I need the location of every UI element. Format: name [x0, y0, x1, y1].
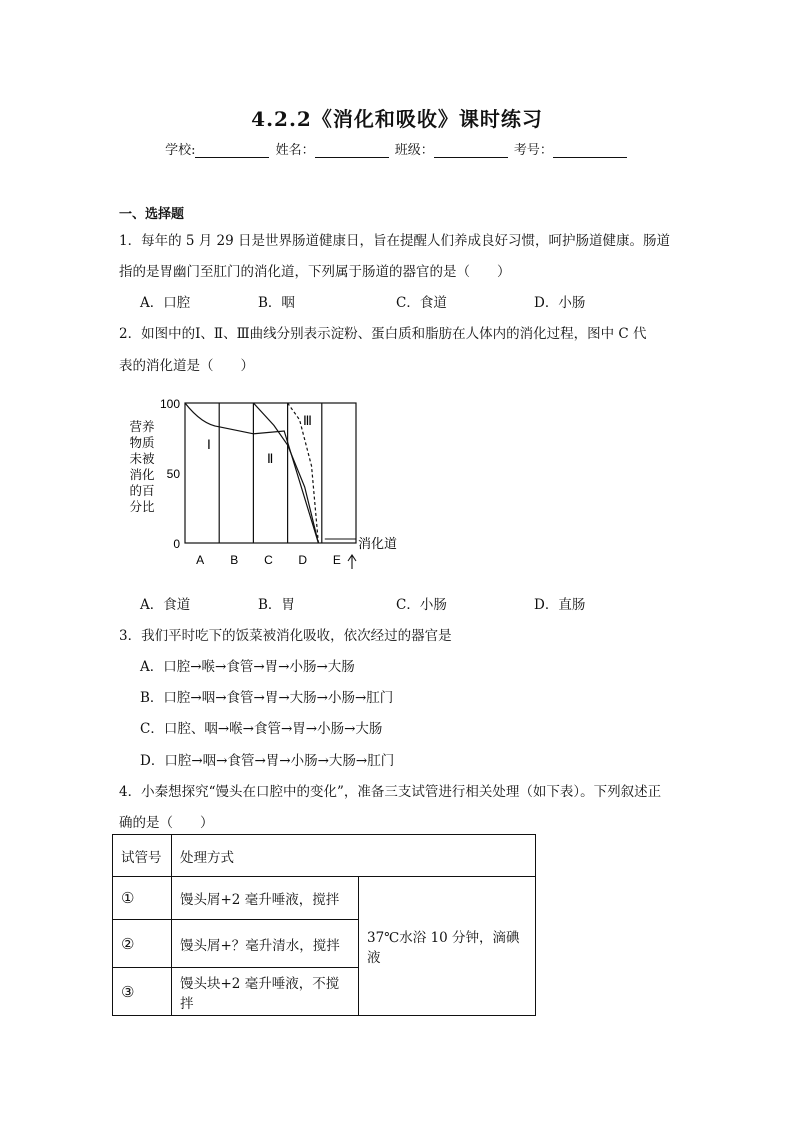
q3-option-c: C．口腔、咽→喉→食管→胃→小肠→大肠 — [140, 721, 383, 737]
chart-ylabel — [129, 419, 155, 514]
q2-option-a: A．食道 — [140, 597, 191, 613]
y-tick-label: 100 — [159, 397, 180, 411]
school-blank[interactable] — [195, 144, 269, 158]
q2-line2: 表的消化道是（ ） — [119, 358, 254, 374]
q2-option-b: B．胃 — [258, 597, 295, 613]
q2-option-d: D．直肠 — [534, 597, 586, 613]
tube-treatment: 馒头屑+2 毫升唾液，搅拌 — [172, 877, 359, 920]
q1-option-b: B．咽 — [258, 295, 295, 311]
x-tick-label: B — [230, 553, 239, 567]
arrow-up-icon — [348, 555, 356, 569]
exam-number-label: 考号： — [513, 143, 553, 158]
y-label-line: 营养 — [129, 420, 155, 434]
series-label-3: Ⅲ — [303, 413, 312, 428]
experiment-table — [112, 834, 536, 1016]
tube-id: ① — [113, 877, 172, 920]
student-info-line — [0, 139, 794, 158]
x-tick-label: D — [298, 553, 308, 567]
digestion-chart — [126, 393, 416, 575]
q3-option-a: A．口腔→喉→食管→胃→小肠→大肠 — [140, 659, 355, 675]
q3-option-d: D．口腔→咽→食管→胃→小肠→大肠→肛门 — [140, 753, 395, 769]
y-label-line: 的百 — [129, 484, 155, 498]
q1-option-a: A．口腔 — [140, 295, 191, 311]
q1-option-c: C．食道 — [396, 295, 447, 311]
name-blank[interactable] — [315, 144, 389, 158]
chart-yticks — [160, 397, 180, 551]
x-tick-label: E — [332, 553, 341, 567]
q2-option-c: C．小肠 — [396, 597, 447, 613]
series-label-1: Ⅰ — [207, 437, 211, 452]
page-title: 4.2.2《消化和吸收》课时练习 — [251, 107, 543, 131]
chart-xticks — [196, 553, 341, 567]
y-tick-label: 50 — [166, 467, 180, 481]
chart-xlabel: 消化道 — [358, 536, 398, 551]
q3-line1: 3．我们平时吃下的饭菜被消化吸收，依次经过的器官是 — [119, 628, 452, 644]
x-tick-label: C — [264, 553, 273, 567]
y-tick-label: 0 — [173, 537, 180, 551]
q1-option-d: D．小肠 — [534, 295, 586, 311]
class-label: 班级： — [394, 143, 434, 158]
x-tick-label: A — [196, 553, 205, 567]
table-row — [113, 877, 536, 920]
class-blank[interactable] — [434, 144, 508, 158]
q3-option-b: B．口腔→咽→食管→胃→大肠→小肠→肛门 — [140, 690, 394, 706]
y-label-line: 消化 — [129, 468, 155, 482]
header-tube-number: 试管号 — [113, 835, 172, 877]
y-label-line: 未被 — [129, 452, 155, 466]
q4-line1: 4．小秦想探究“馒头在口腔中的变化”，准备三支试管进行相关处理（如下表）。下列叙述正 — [119, 784, 662, 800]
q2-line1: 2．如图中的Ⅰ、Ⅱ、Ⅲ曲线分别表示淀粉、蛋白质和脂肪在人体内的消化过程，图中 C 代 — [119, 326, 647, 342]
tube-id: ③ — [113, 968, 172, 1016]
table-header-row — [113, 835, 536, 877]
y-label-line: 分比 — [129, 500, 155, 514]
tube-treatment: 馒头屑+？毫升清水，搅拌 — [172, 920, 359, 968]
q4-line2: 确的是（ ） — [119, 815, 214, 831]
header-treatment: 处理方式 — [172, 835, 536, 877]
exam-number-blank[interactable] — [553, 144, 627, 158]
name-label: 姓名： — [275, 143, 315, 158]
y-label-line: 物质 — [129, 436, 155, 450]
tube-treatment: 馒头块+2 毫升唾液，不搅拌 — [172, 968, 359, 1016]
school-label: 学校: — [165, 143, 196, 158]
section-title: 一、选择题 — [119, 207, 185, 222]
common-treatment: 37℃水浴 10 分钟，滴碘液 — [359, 877, 536, 1016]
series-label-2: Ⅱ — [267, 451, 274, 466]
q1-line2: 指的是胃幽门至肛门的消化道，下列属于肠道的器官的是（ ） — [119, 264, 511, 280]
q1-line1: 1．每年的 5 月 29 日是世界肠道健康日，旨在提醒人们养成良好习惯，呵护肠道健康。肠道 — [119, 233, 671, 249]
tube-id: ② — [113, 920, 172, 968]
chart-series — [185, 403, 356, 543]
